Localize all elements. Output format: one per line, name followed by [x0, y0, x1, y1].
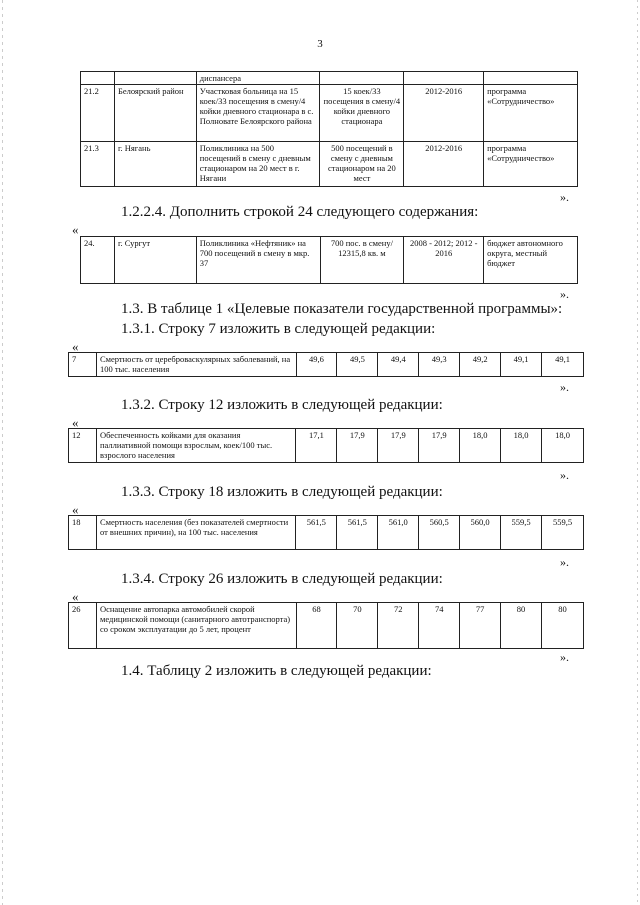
table-row [81, 85, 578, 142]
cell-years: 2012-2016 [404, 85, 484, 142]
cell-source [484, 72, 578, 85]
open-quote: « [72, 339, 79, 354]
cell-value: 560,0 [460, 516, 501, 550]
page-number: 3 [317, 38, 323, 50]
cell-power [320, 72, 404, 85]
cell-value: 80 [501, 603, 542, 649]
open-quote: « [72, 589, 79, 604]
cell-num: 7 [69, 353, 97, 377]
cell-object: диспансера [196, 72, 320, 85]
cell-num: 21.2 [81, 85, 115, 142]
cell-num: 18 [69, 516, 97, 550]
cell-value: 74 [419, 603, 460, 649]
cell-value: 68 [296, 603, 337, 649]
cell-source: бюджет автономного округа, местный бюджет [484, 237, 578, 284]
cell-place: г. Сургут [114, 237, 196, 284]
cell-value: 49,3 [419, 353, 460, 377]
cell-value: 17,9 [378, 429, 419, 463]
cell-num: 21.3 [81, 142, 115, 187]
cell-value: 561,5 [337, 516, 378, 550]
open-quote: « [72, 502, 79, 517]
heading-1-2-2-4: 1.2.2.4. Дополнить строкой 24 следующего содержания: [121, 204, 479, 220]
table-row [81, 237, 578, 284]
table-row [69, 429, 584, 463]
cell-value: 559,5 [501, 516, 542, 550]
cell-value: 18,0 [460, 429, 501, 463]
cell-value: 72 [378, 603, 419, 649]
cell-years: 2012-2016 [404, 142, 484, 187]
cell-place [114, 72, 196, 85]
table-row [69, 516, 584, 550]
cell-power: 500 посещений в смену с дневным стационаром на 20 мест [320, 142, 404, 187]
indicator-row-7 [68, 352, 584, 377]
indicator-row-12 [68, 428, 584, 463]
cell-value: 49,4 [378, 353, 419, 377]
cell-object: Участковая больница на 15 коек/33 посещения в смену/4 койки дневного стационара в с. Полноватe Белоярского района [196, 85, 320, 142]
heading-1-3-3: 1.3.3. Строку 18 изложить в следующей редакции: [121, 484, 443, 500]
cell-label: Смертность от цереброваскулярных заболеваний, на 100 тыс. населения [96, 353, 296, 377]
cell-value: 49,1 [501, 353, 542, 377]
cell-years: 2008 - 2012; 2012 - 2016 [404, 237, 484, 284]
scan-edge-left [2, 0, 3, 905]
cell-power: 700 пос. в смену/ 12315,8 кв. м [320, 237, 404, 284]
cell-value: 18,0 [501, 429, 542, 463]
cell-num [81, 72, 115, 85]
scan-edge-right [637, 0, 638, 905]
cell-value: 80 [541, 603, 583, 649]
close-quote: ». [560, 555, 569, 569]
indicator-row-18 [68, 515, 584, 550]
cell-label: Оснащение автопарка автомобилей скорой медицинской помощи (санитарного автотранспорта) со сроком эксплуатации до 5 лет, процент [96, 603, 296, 649]
objects-table-row-24 [80, 236, 578, 284]
cell-object: Поликлиника на 500 посещений в смену с дневным стационаром на 20 мест в г. Нягани [196, 142, 320, 187]
cell-value: 49,1 [542, 353, 584, 377]
objects-table-continued [80, 71, 578, 187]
cell-value: 49,6 [296, 353, 337, 377]
cell-value: 49,2 [460, 353, 501, 377]
cell-object: Поликлиника «Нефтяник» на 700 посещений в смену в мкр. 37 [196, 237, 320, 284]
heading-1-3-4: 1.3.4. Строку 26 изложить в следующей редакции: [121, 571, 443, 587]
heading-1-3-1: 1.3.1. Строку 7 изложить в следующей редакции: [121, 321, 436, 337]
heading-1-3-2: 1.3.2. Строку 12 изложить в следующей редакции: [121, 397, 443, 413]
cell-num: 12 [69, 429, 97, 463]
cell-value: 17,1 [296, 429, 337, 463]
cell-place: г. Нягань [114, 142, 196, 187]
table-row [69, 353, 584, 377]
heading-1-3: 1.3. В таблице 1 «Целевые показатели государственной программы»: [121, 301, 563, 317]
table-row [81, 72, 578, 85]
cell-num: 26 [69, 603, 97, 649]
cell-value: 49,5 [337, 353, 378, 377]
close-quote: ». [560, 468, 569, 482]
open-quote: « [72, 415, 79, 430]
table-row [69, 603, 584, 649]
cell-value: 561,5 [296, 516, 337, 550]
heading-1-4: 1.4. Таблицу 2 изложить в следующей редакции: [121, 663, 432, 679]
open-quote: « [72, 222, 79, 237]
close-quote: ». [560, 287, 569, 301]
close-quote: ». [560, 380, 569, 394]
cell-value: 70 [337, 603, 378, 649]
cell-value: 17,9 [419, 429, 460, 463]
close-quote: ». [560, 650, 569, 664]
cell-value: 18,0 [542, 429, 584, 463]
cell-value: 559,5 [542, 516, 584, 550]
cell-source: программа «Сотрудничество» [484, 142, 578, 187]
table-row [81, 142, 578, 187]
indicator-row-26 [68, 602, 584, 649]
cell-place: Белоярский район [114, 85, 196, 142]
cell-source: программа «Сотрудничество» [484, 85, 578, 142]
cell-value: 560,5 [419, 516, 460, 550]
cell-value: 561,0 [378, 516, 419, 550]
cell-value: 17,9 [337, 429, 378, 463]
cell-num: 24. [81, 237, 115, 284]
close-quote: ». [560, 190, 569, 204]
cell-power: 15 коек/33 посещения в смену/4 койки дневного стационара [320, 85, 404, 142]
cell-value: 77 [460, 603, 501, 649]
cell-label: Обеспеченность койками для оказания паллиативной помощи взрослым, коек/100 тыс. взрослого населения [96, 429, 296, 463]
cell-label: Смертность населения (без показателей смертности от внешних причин), на 100 тыс. населения [96, 516, 295, 550]
cell-years [404, 72, 484, 85]
